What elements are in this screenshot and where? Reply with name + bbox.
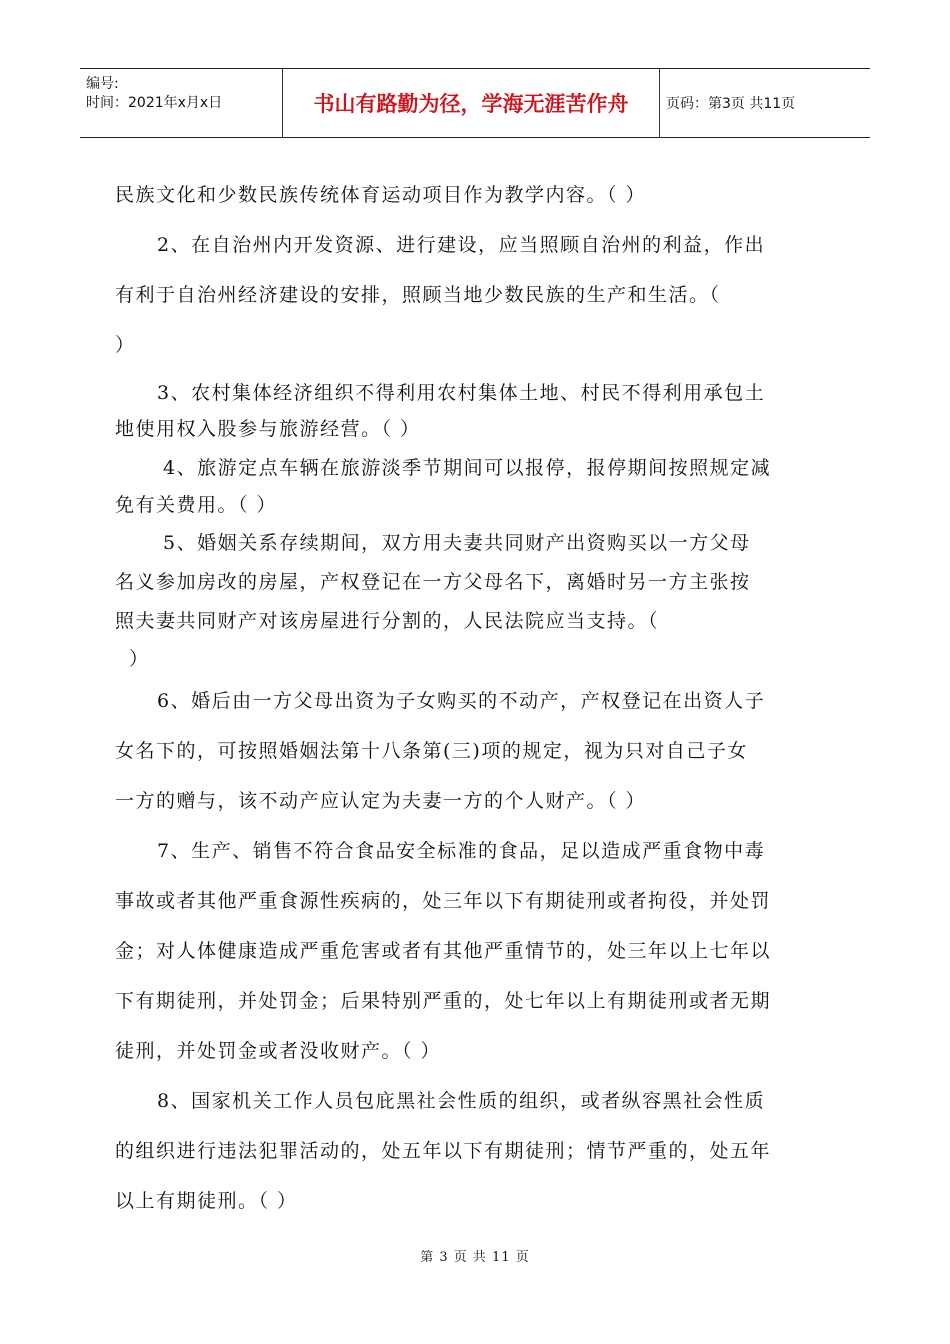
text-line: 徒刑，并处罚金或者没收财产。（ ）	[115, 1040, 442, 1062]
text-line: 8、国家机关工作人员包庇黑社会性质的组织，或者纵容黑社会性质	[157, 1090, 766, 1112]
header-meta	[80, 69, 283, 137]
text-line: 6、婚后由一方父母出资为子女购买的不动产，产权登记在出资人子	[157, 690, 766, 712]
text-line: 名义参加房改的房屋，产权登记在一方父母名下，离婚时另一方主张按	[115, 571, 751, 593]
text-line: 免有关费用。（ ）	[115, 494, 278, 516]
number-label: 编号:	[86, 76, 119, 92]
text-line: 一方的赠与，该不动产应认定为夫妻一方的个人财产。（ ）	[115, 790, 647, 812]
time-label: 时间：2021年x月x日	[86, 95, 223, 111]
text-line: 以上有期徒刑。（ ）	[115, 1190, 298, 1212]
text-line: 3、农村集体经济组织不得利用农村集体土地、村民不得利用承包土	[157, 382, 766, 404]
text-line: 金；对人体健康造成严重危害或者有其他严重情节的，处三年以上七年以	[115, 940, 772, 962]
text-line: ）	[115, 334, 136, 356]
text-line: 地使用权入股参与旅游经营。（ ）	[115, 418, 421, 440]
header-page-info: 页码：第3页 共11页	[666, 96, 796, 112]
text-line: 女名下的，可按照婚姻法第十八条第(三)项的规定，视为只对自己子女	[115, 740, 748, 762]
text-line: 4、旅游定点车辆在旅游淡季节期间可以报停，报停期间按照规定减	[163, 457, 772, 479]
text-line: ）	[129, 648, 150, 670]
text-line: 民族文化和少数民族传统体育运动项目作为教学内容。（ ）	[115, 184, 647, 206]
text-line: 有利于自治州经济建设的安排，照顾当地少数民族的生产和生活。（	[115, 284, 721, 306]
text-line: 照夫妻共同财产对该房屋进行分割的，人民法院应当支持。（	[115, 610, 660, 632]
page-header	[80, 68, 870, 138]
page-footer: 第 3 页 共 11 页	[420, 1250, 530, 1265]
header-motto: 书山有路勤为径，学海无涯苦作舟	[283, 69, 660, 137]
text-line: 下有期徒刑，并处罚金；后果特别严重的，处七年以上有期徒刑或者无期	[115, 990, 772, 1012]
text-line: 事故或者其他严重食源性疾病的，处三年以下有期徒刑或者拘役，并处罚	[115, 890, 772, 912]
text-line: 2、在自治州内开发资源、进行建设，应当照顾自治州的利益，作出	[157, 234, 766, 256]
text-line: 7、生产、销售不符合食品安全标准的食品，足以造成严重食物中毒	[157, 840, 766, 862]
text-line: 5、婚姻关系存续期间，双方用夫妻共同财产出资购买以一方父母	[163, 532, 751, 554]
text-line: 的组织进行违法犯罪活动的，处五年以下有期徒刑；情节严重的，处五年	[115, 1140, 772, 1162]
